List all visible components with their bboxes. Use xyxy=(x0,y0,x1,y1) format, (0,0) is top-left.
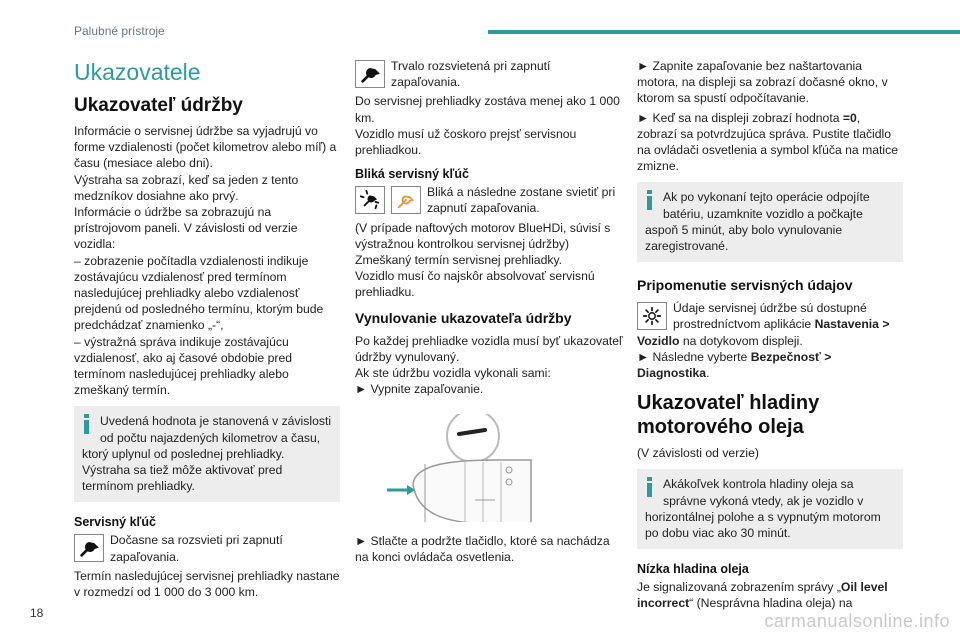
service-key-text-2: Termín nasledujúcej servisnej prehliadky nastane v rozmedzí od 1 000 do 3 000 km. xyxy=(74,568,340,600)
flashing-key-row xyxy=(355,184,623,219)
service-key-text: Dočasne sa rozsvieti pri zapnutí zapaľovania. xyxy=(110,533,283,564)
info-note xyxy=(637,469,903,549)
service-recall-step: ► Následne vyberte Bezpečnosť > Diagnostika. xyxy=(637,349,832,381)
heading-service-key: Servisný kľúč xyxy=(74,515,156,530)
oil-version-text: (V závislosti od verzie) xyxy=(637,446,759,461)
service-recall-text: Údaje servisnej údržbe sú dostupné prostredníctvom aplikácie Nastavenia > Vozidlo na dotykovom displeji. xyxy=(637,301,890,348)
column-3 xyxy=(637,58,903,615)
lit-wrench-text-2: Do servisnej prehliadky zostáva menej ako 1 000 km. Vozidlo musí už čoskoro prejsť servisnou prehliadkou. xyxy=(355,94,620,158)
heading-oil-level: Ukazovateľ hladiny motorového oleja xyxy=(637,392,820,439)
header-accent-bar xyxy=(488,30,960,34)
note-text: Uvedená hodnota je stanovená v závislosti od počtu najazdených kilometrov a času, ktorý uplynul od poslednej prehliadky. Výstraha sa tiež môže aktivovať pred termínom prehliadky. xyxy=(82,414,332,494)
heading-flashing-key: Bliká servisný kľúč xyxy=(355,167,469,182)
maintenance-intro: Informácie o servisnej údržbe sa vyjadrujú vo forme vzdialenosti (počet kilometrov alebo míľ) a času (mesiace alebo dni). Výstraha sa zobrazí, keď sa jeden z tento medzníkov dosiahne ako prvý. Informácie o údržbe sa zobrazujú na prístrojovom paneli. V závislosti od verzie vozidla: – zobrazenie počítadla vzdialenosti indikuje zostávajúcu vzdialenosť pred termínom nasledujúcej prehliadky alebo vzdialenosť prejdenú od posledného termínu, ktorým bude predchádzať znamienko „-“, – výstražná správa indikuje zostávajúcu vzdialenosť, ako aj časové obdobie pred termínom nasledujúcej prehliadky alebo zmeškaný termín. xyxy=(74,124,337,398)
info-icon xyxy=(645,190,655,210)
lit-wrench-text: Trvalo rozsvietená pri zapnutí zapaľovania. xyxy=(391,59,551,90)
gear-icon xyxy=(637,302,667,330)
low-oil-text: Je signalizovaná zobrazením správy „Oil level incorrect“ (Nesprávna hladina oleja) na xyxy=(637,580,888,611)
reset-steps-text-b: ► Keď sa na displeji zobrazí hodnota =0, zobrazí sa potvrdzujúca správa. Pustite tlačidlo na ovládači osvetlenia a symbol kľúča na matice zmizne. xyxy=(637,110,898,174)
section-label: Palubné prístroje xyxy=(74,24,165,38)
column-1 xyxy=(74,58,340,603)
heading-service-recall: Pripomenutie servisných údajov xyxy=(637,277,853,294)
stalk-text: ► Stlačte a podržte tlačidlo, ktoré sa nachádza na konci ovládača osvetlenia. xyxy=(355,533,610,564)
wrench-flashing-icon xyxy=(355,186,385,214)
info-note xyxy=(74,406,340,502)
reset-steps-text: ► Zapnite zapaľovanie bez naštartovania motora, na displeji sa zobrazí dočasné okno, v ktorom sa spustí odpočítavanie. xyxy=(637,59,888,106)
wrench-icon xyxy=(74,534,104,562)
note-text: Akákoľvek kontrola hladiny oleja sa správne vykoná vtedy, ak je vozidlo v horizontálnej polohe a s vypnutým motorom po dobu viac ako 30 minút. xyxy=(645,477,881,541)
lighting-stalk-illustration xyxy=(355,414,617,522)
page-title: Ukazovatele xyxy=(74,59,201,85)
heading-maintenance-indicator: Ukazovateľ údržby xyxy=(74,95,243,116)
flashing-key-text-2: (V prípade naftových motorov BlueHDi, súvisí s výstražnou kontrolkou servisnej údržby) Zmeškaný termín servisnej prehliadky. Vozidlo musí čo najskôr absolvovať servisnú prehliadku. xyxy=(355,220,611,300)
service-recall-row xyxy=(637,300,903,349)
heading-low-oil: Nízka hladina oleja xyxy=(637,562,749,577)
info-icon xyxy=(82,414,92,434)
flashing-key-text: Bliká a následne zostane svietiť pri zapnutí zapaľovania. xyxy=(427,185,616,216)
lit-wrench-row xyxy=(355,58,623,93)
info-icon xyxy=(645,477,655,497)
wrench-orange-icon xyxy=(391,186,421,214)
service-key-row xyxy=(74,532,340,567)
watermark: carmanualsonline.info xyxy=(764,611,950,631)
page-number: 18 xyxy=(30,606,44,620)
note-text: Ak po vykonaní tejto operácie odpojíte batériu, uzamknite vozidlo a počkajte aspoň 5 minút, aby bolo vynulovanie zaregistrované. xyxy=(645,190,870,254)
wrench-icon xyxy=(355,60,385,88)
heading-reset: Vynulovanie ukazovateľa údržby xyxy=(355,309,572,326)
info-note xyxy=(637,182,903,262)
column-2 xyxy=(355,58,623,568)
reset-text: Po každej prehliadke vozidla musí byť ukazovateľ údržby vynulovaný. Ak ste údržbu vozidla vykonali sami: ► Vypnite zapaľovanie. xyxy=(355,333,623,397)
